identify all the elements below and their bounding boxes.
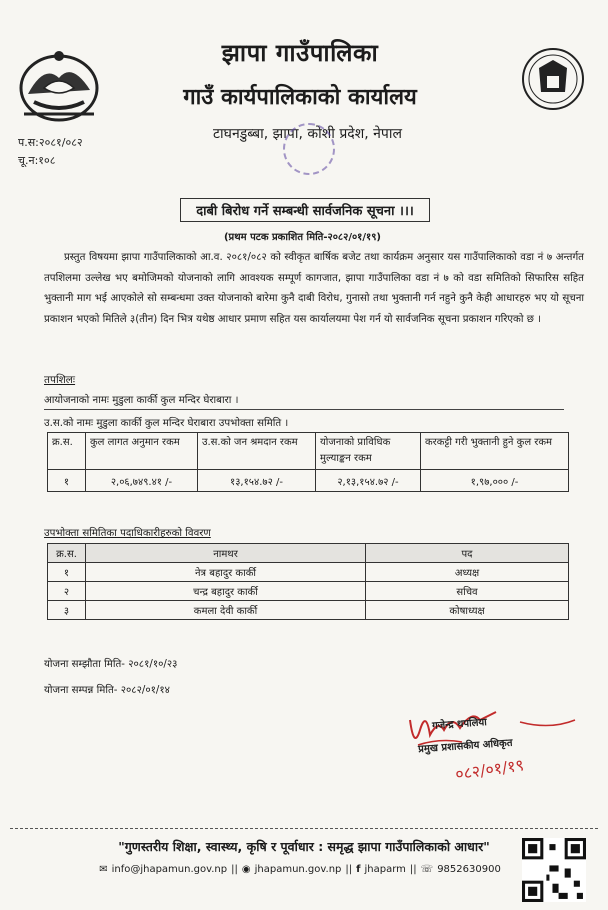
notice-title: दाबी बिरोध गर्ने सम्बन्धी सार्वजनिक सूचना ।।।	[180, 198, 430, 222]
committee-name: उ.स.को नामः मुडुला कार्की कुल मन्दिर घेराबारा उपभोक्ता समिति ।	[44, 418, 289, 429]
officials-heading: उपभोक्ता समितिका पदाधिकारीहरुको विवरण	[44, 528, 211, 539]
table-cell: १३,१५४.७२ /-	[198, 470, 316, 492]
email-link[interactable]: info@jhapamun.gov.np	[111, 864, 228, 875]
reference-number: प.स:२०८१/०८२	[18, 136, 83, 149]
office-name: झापा गाउँपालिका	[221, 39, 379, 67]
table-cell: नेत्र बहादुर कार्की	[86, 563, 366, 582]
phone-number[interactable]: 9852630900	[437, 864, 501, 875]
project-name: आयोजनाको नामः मुडुला कार्की कुल मन्दिर घेराबारा ।	[44, 392, 564, 410]
footer-slogan: "गुणस्तरीय शिक्षा, स्वास्थ्य, कृषि र पूर्वाधार : समृद्ध झापा गाउँपालिकाको आधार"	[118, 839, 490, 854]
globe-icon: ◉	[241, 864, 251, 875]
table-row	[48, 563, 569, 582]
municipality-logo-icon	[521, 46, 585, 112]
completion-date: योजना सम्पन्न मिति- २०८२/०१/१४	[44, 685, 170, 696]
column-header: नामथर	[86, 544, 366, 563]
table-row	[48, 470, 569, 492]
column-header: क्र.स.	[48, 433, 86, 470]
first-publish-date: (प्रथम पटक प्रकाशित मिति-२०८२/०१/१९)	[223, 232, 381, 243]
facebook-icon: f	[356, 864, 361, 875]
table-row	[48, 582, 569, 601]
office-address: टाघनडुब्बा, झापा, कोशी प्रदेश, नेपाल	[213, 126, 402, 142]
footer-divider	[10, 828, 598, 829]
officials-table	[47, 543, 569, 620]
signatory-name: गजेन्द्र थपलिया	[431, 717, 488, 732]
phone-icon: ☏	[420, 864, 434, 875]
dispatch-number: चू.न:१०८	[18, 154, 56, 167]
column-header: करकट्टी गरी भुक्तानी हुने कुल रकम	[421, 433, 569, 470]
details-heading: तपशिलः	[44, 374, 76, 386]
notice-body: प्रस्तुत विषयमा झापा गाउँपालिकाको आ.व. २०८१/०८२ को स्वीकृत बार्षिक बजेट तथा कार्यक्रम अनुसार यस गाउँपालिकाको वडा नं ७ अन्तर्गत तपशिलमा उल्लेख भए बमोजिमको योजनाको लागि आवश्यक सम्पूर्ण कागजात, झापा गाउँपालिका वडा नं ७ को वडा समितिको सिफारिस सहित भुक्तानी माग भई आएकोले सो सम्बन्धमा उक्त योजनाको बारेमा कुनै दाबी विरोध, गुनासो तथा भुक्तानी गर्न नहुने कुनै केही आधारहरु भए यो सूचना प्रकाशन भएको मितिले ३(तीन) दिन भित्र यथेष्ठ आधार प्रमाण सहित यस कार्यालयमा पेश गर्न यो सार्वजनिक सूचना प्रकाशन गरिएको छ ।	[44, 252, 584, 325]
facebook-link[interactable]: jhaparm	[364, 864, 406, 875]
table-cell: १	[48, 563, 86, 582]
cost-table	[47, 432, 569, 492]
table-cell: कमला देवी कार्की	[86, 601, 366, 620]
table-cell: अध्यक्ष	[366, 563, 569, 582]
table-cell: २,०६,७४९.४१ /-	[86, 470, 198, 492]
table-cell: ३	[48, 601, 86, 620]
table-header-row	[48, 433, 569, 470]
table-cell: १	[48, 470, 86, 492]
table-header-row	[48, 544, 569, 563]
column-header: योजनाको प्राविधिक मुल्याङ्कन रकम	[316, 433, 421, 470]
table-cell: २,१३,१५४.७२ /-	[316, 470, 421, 492]
column-header: कुल लागत अनुमान रकम	[86, 433, 198, 470]
column-header: क्र.स.	[48, 544, 86, 563]
office-subtitle: गाउँ कार्यपालिकाको कार्यालय	[183, 85, 417, 110]
table-cell: २	[48, 582, 86, 601]
mail-icon: ✉	[99, 864, 108, 875]
table-cell: सचिव	[366, 582, 569, 601]
table-cell: चन्द्र बहादुर कार्की	[86, 582, 366, 601]
website-link[interactable]: jhapamun.gov.np	[254, 864, 342, 875]
column-header: पद	[366, 544, 569, 563]
footer-contacts: ✉ info@jhapamun.gov.np || ◉ jhapamun.gov.np || f jhaparm || ☏ 9852630900	[99, 864, 501, 875]
table-cell: १,९७,००० /-	[421, 470, 569, 492]
table-row	[48, 601, 569, 620]
signatory-title: प्रमुख प्रशासकीय अधिकृत	[417, 737, 513, 756]
office-stamp	[283, 123, 335, 175]
agreement-date: योजना सम्झौता मिति- २०८१/१०/२३	[44, 659, 178, 670]
column-header: उ.स.को जन श्रमदान रकम	[198, 433, 316, 470]
qr-code-icon[interactable]	[522, 838, 586, 902]
table-cell: कोषाध्यक्ष	[366, 601, 569, 620]
signature-date: ०८२/०१/१९	[454, 755, 526, 784]
nepal-emblem-icon	[14, 44, 104, 124]
